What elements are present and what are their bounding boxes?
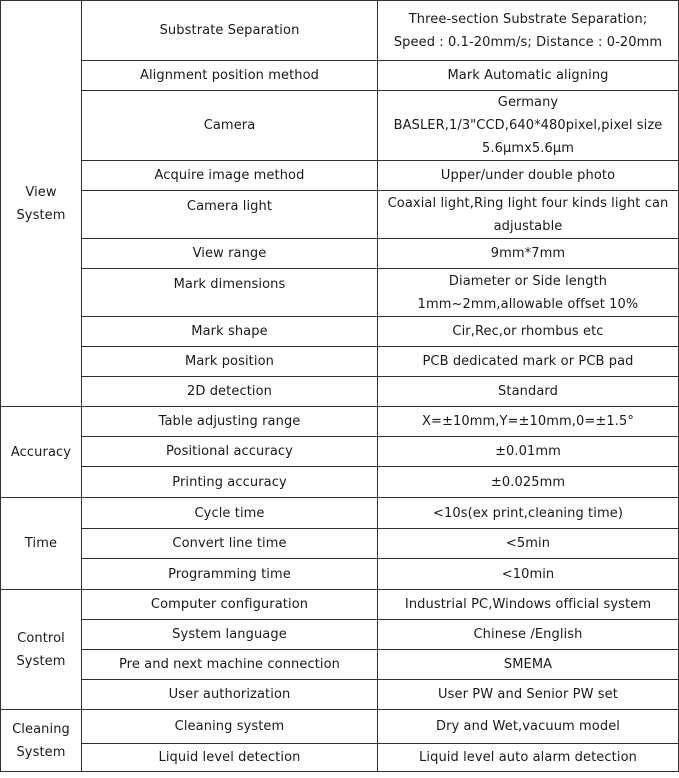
parameter-cell: Mark position xyxy=(82,347,378,377)
table-row xyxy=(1,377,679,407)
table-row xyxy=(1,498,679,529)
parameter-cell: Positional accuracy xyxy=(82,437,378,467)
table-row xyxy=(1,467,679,498)
value-cell xyxy=(378,407,679,437)
value-line: ±0.025mm xyxy=(490,474,566,490)
value-cell xyxy=(378,61,679,91)
parameter-cell: Acquire image method xyxy=(82,161,378,191)
category-control-system: Control System xyxy=(1,590,82,710)
table-row xyxy=(1,161,679,191)
parameter-cell: Computer configuration xyxy=(82,590,378,620)
parameter-cell: Table adjusting range xyxy=(82,407,378,437)
value-cell xyxy=(378,191,679,239)
parameter-cell: Printing accuracy xyxy=(82,467,378,498)
value-cell xyxy=(378,680,679,710)
table-row xyxy=(1,437,679,467)
value-line: PCB dedicated mark or PCB pad xyxy=(422,354,634,369)
value-line: Upper/under double photo xyxy=(440,168,616,183)
value-cell xyxy=(378,620,679,650)
value-line: BASLER,1/3"CCD,640*480pixel,pixel size xyxy=(393,118,663,133)
table-row xyxy=(1,317,679,347)
value-line: Cir,Rec,or rhombus etc xyxy=(452,324,604,339)
value-cell xyxy=(378,161,679,191)
table-row xyxy=(1,269,679,317)
value-line: ±0.01mm xyxy=(495,444,561,459)
value-cell xyxy=(378,467,679,498)
value-line: 9mm*7mm xyxy=(490,246,566,261)
value-line: <10min xyxy=(501,566,555,582)
value-line: <5min xyxy=(505,536,551,551)
value-line: Chinese /English xyxy=(473,627,583,642)
value-line: SMEMA xyxy=(503,657,553,672)
value-cell xyxy=(378,559,679,590)
value-cell xyxy=(378,744,679,772)
value-line: User PW and Senior PW set xyxy=(438,687,618,702)
value-line: Germany xyxy=(497,95,559,110)
value-cell xyxy=(378,269,679,317)
value-line: Liquid level auto alarm detection xyxy=(419,750,637,765)
table-row xyxy=(1,680,679,710)
table-row xyxy=(1,529,679,559)
category-view-system: View System xyxy=(1,1,82,407)
value-line: Coaxial light,Ring light four kinds light can xyxy=(387,195,669,211)
value-cell xyxy=(378,377,679,407)
category-cleaning-system: Cleaning System xyxy=(1,710,82,772)
parameter-cell: Programming time xyxy=(82,559,378,590)
value-line: Speed : 0.1-20mm/s; Distance : 0-20mm xyxy=(393,34,663,50)
table-row xyxy=(1,650,679,680)
category-accuracy: Accuracy xyxy=(1,407,82,498)
value-line: X=±10mm,Y=±10mm,0=±1.5° xyxy=(422,414,634,429)
table-row xyxy=(1,1,679,61)
parameter-cell: Camera xyxy=(82,91,378,161)
parameter-cell: User authorization xyxy=(82,680,378,710)
value-cell xyxy=(378,650,679,680)
value-cell xyxy=(378,498,679,529)
table-row xyxy=(1,239,679,269)
parameter-cell: System language xyxy=(82,620,378,650)
table-row xyxy=(1,191,679,239)
parameter-cell: Mark shape xyxy=(82,317,378,347)
table-row xyxy=(1,744,679,772)
value-line: <10s(ex print,cleaning time) xyxy=(433,505,623,521)
parameter-cell: Convert line time xyxy=(82,529,378,559)
table-row xyxy=(1,61,679,91)
value-line: Dry and Wet,vacuum model xyxy=(435,719,621,734)
parameter-cell: Camera light xyxy=(82,191,378,239)
value-line: adjustable xyxy=(493,218,563,234)
parameter-cell: Cleaning system xyxy=(82,710,378,744)
value-cell xyxy=(378,317,679,347)
value-cell xyxy=(378,437,679,467)
category-time: Time xyxy=(1,498,82,590)
table-row xyxy=(1,710,679,744)
table-row xyxy=(1,620,679,650)
value-line: Industrial PC,Windows official system xyxy=(404,597,652,612)
table-row xyxy=(1,91,679,161)
parameter-cell: Liquid level detection xyxy=(82,744,378,772)
table-row xyxy=(1,559,679,590)
parameter-cell: Alignment position method xyxy=(82,61,378,91)
table-row xyxy=(1,590,679,620)
table-row xyxy=(1,347,679,377)
parameter-cell: Cycle time xyxy=(82,498,378,529)
value-cell xyxy=(378,347,679,377)
value-line: 1mm~2mm,allowable offset 10% xyxy=(417,296,639,312)
parameter-cell: Pre and next machine connection xyxy=(82,650,378,680)
value-cell xyxy=(378,239,679,269)
parameter-cell: Mark dimensions xyxy=(82,269,378,317)
value-line: Mark Automatic aligning xyxy=(447,68,609,83)
value-line: Standard xyxy=(498,384,558,399)
parameter-cell: 2D detection xyxy=(82,377,378,407)
value-cell xyxy=(378,1,679,61)
value-line: Three-section Substrate Separation; xyxy=(408,11,648,27)
table-row xyxy=(1,407,679,437)
value-line: Diameter or Side length xyxy=(448,273,608,289)
value-cell xyxy=(378,529,679,559)
value-cell xyxy=(378,91,679,161)
value-cell xyxy=(378,710,679,744)
parameter-cell: Substrate Separation xyxy=(82,1,378,61)
value-cell xyxy=(378,590,679,620)
parameter-cell: View range xyxy=(82,239,378,269)
value-line: 5.6μmx5.6μm xyxy=(481,141,574,156)
